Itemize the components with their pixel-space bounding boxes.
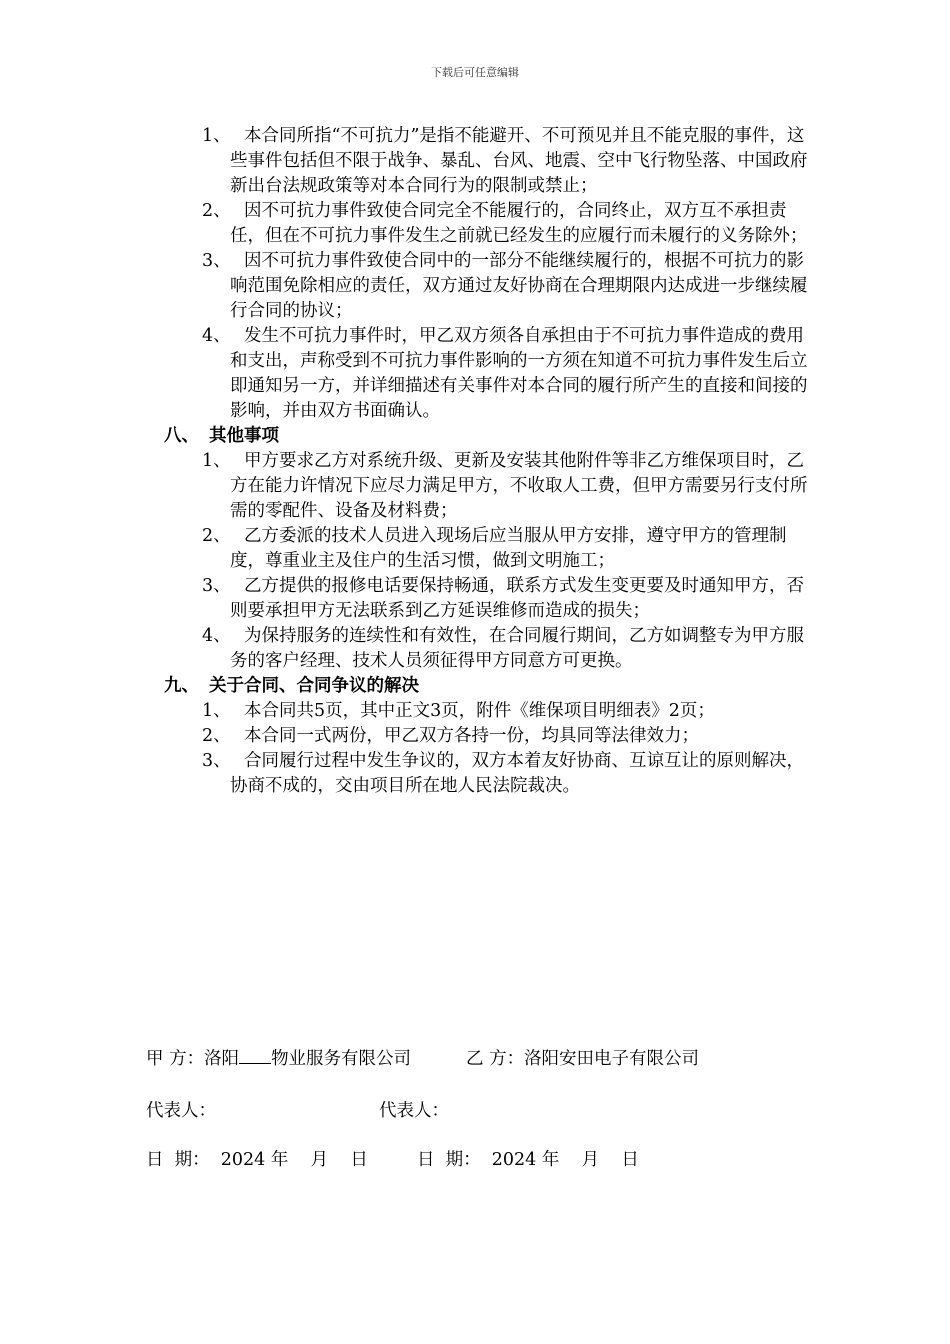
section-heading-9: [160, 674, 810, 699]
page-header: 下载后可任意编辑: [431, 66, 519, 79]
section-8-list: [160, 449, 810, 674]
party-a-suffix: 物业服务有限公司: [271, 1049, 412, 1069]
contract-body: [160, 124, 810, 799]
item-number: 1、: [202, 701, 231, 721]
section-heading-8: [160, 424, 810, 449]
item-number: 4、: [202, 326, 231, 346]
party-a: [146, 1045, 411, 1070]
list-item: [160, 249, 810, 324]
item-text: 乙方提供的报修电话要保持畅通，联系方式发生变更要及时通知甲方，否则要承担甲方无法联系到乙方延误维修而造成的损失；: [230, 576, 804, 621]
party-a-prefix: 甲 方：洛阳: [146, 1049, 240, 1069]
item-number: 3、: [202, 576, 231, 596]
name-blank-field: [239, 1047, 271, 1064]
item-text: 因不可抗力事件致使合同中的一部分不能继续履行的，根据不可抗力的影响范围免除相应的责任，双方通过友好协商在合理期限内达成进一步继续履行合同的协议；: [230, 251, 808, 321]
list-item: [160, 749, 810, 799]
section-number: 九、: [164, 676, 199, 696]
rep-b: 代表人：: [379, 1101, 449, 1121]
list-item: [160, 624, 810, 674]
list-item: [160, 124, 810, 199]
item-text: 发生不可抗力事件时，甲乙双方须各自承担由于不可抗力事件造成的费用和支出，声称受到不可抗力事件影响的一方须在知道不可抗力事件发生后立即通知另一方，并详细描述有关事件对本合同的履行所产生的直接和间接的影响，并由双方书面确认。: [230, 326, 808, 421]
party-b: 乙 方：洛阳安田电子有限公司: [466, 1049, 700, 1069]
item-text: 为保持服务的连续性和有效性，在合同履行期间，乙方如调整专为甲方服务的客户经理、技术人员须征得甲方同意方可更换。: [230, 626, 804, 671]
item-number: 3、: [202, 751, 231, 771]
item-text: 本合同共5页，其中正文3页，附件《维保项目明细表》2页；: [244, 701, 715, 721]
list-item: [160, 699, 810, 724]
item-text: 本合同所指“不可抗力”是指不能避开、不可预见并且不能克服的事件，这些事件包括但不限于战争、暴乱、台风、地震、空中飞行物坠落、中国政府新出台法规政策等对本合同行为的限制或禁止；: [230, 126, 808, 196]
item-text: 甲方要求乙方对系统升级、更新及安装其他附件等非乙方维保项目时，乙方在能力许情况下应尽力满足甲方，不收取人工费，但甲方需要另行支付所需的零配件、设备及材料费；: [230, 451, 808, 521]
item-number: 3、: [202, 251, 231, 271]
item-number: 1、: [202, 451, 231, 471]
list-item: [160, 324, 810, 424]
item-text: 因不可抗力事件致使合同完全不能履行的，合同终止，双方互不承担责任，但在不可抗力事件发生之前就已经发生的应履行而未履行的义务除外；: [230, 201, 808, 246]
item-text: 本合同一式两份，甲乙双方各持一份，均具同等法律效力；: [244, 726, 699, 746]
list-item: [160, 449, 810, 524]
date-b: 日 期： 2024 年 月 日: [417, 1150, 639, 1170]
date-a: 日 期： 2024 年 月 日: [146, 1150, 368, 1170]
item-number: 2、: [202, 526, 231, 546]
force-majeure-list: [160, 124, 810, 424]
section-9-list: [160, 699, 810, 799]
item-text: 乙方委派的技术人员进入现场后应当服从甲方安排，遵守甲方的管理制度，尊重业主及住户的生活习惯，做到文明施工；: [230, 526, 787, 571]
item-number: 1、: [202, 126, 231, 146]
item-number: 2、: [202, 201, 231, 221]
item-text: 合同履行过程中发生争议的，双方本着友好协商、互谅互让的原则解决，协商不成的，交由项目所在地人民法院裁决。: [230, 751, 804, 796]
section-title: 其他事项: [209, 426, 279, 446]
rep-a: 代表人：: [146, 1101, 216, 1121]
list-item: [160, 574, 810, 624]
section-title: 关于合同、合同争议的解决: [209, 676, 419, 696]
section-number: 八、: [164, 426, 199, 446]
item-number: 2、: [202, 726, 231, 746]
list-item: [160, 724, 810, 749]
list-item: [160, 524, 810, 574]
item-number: 4、: [202, 626, 231, 646]
list-item: [160, 199, 810, 249]
